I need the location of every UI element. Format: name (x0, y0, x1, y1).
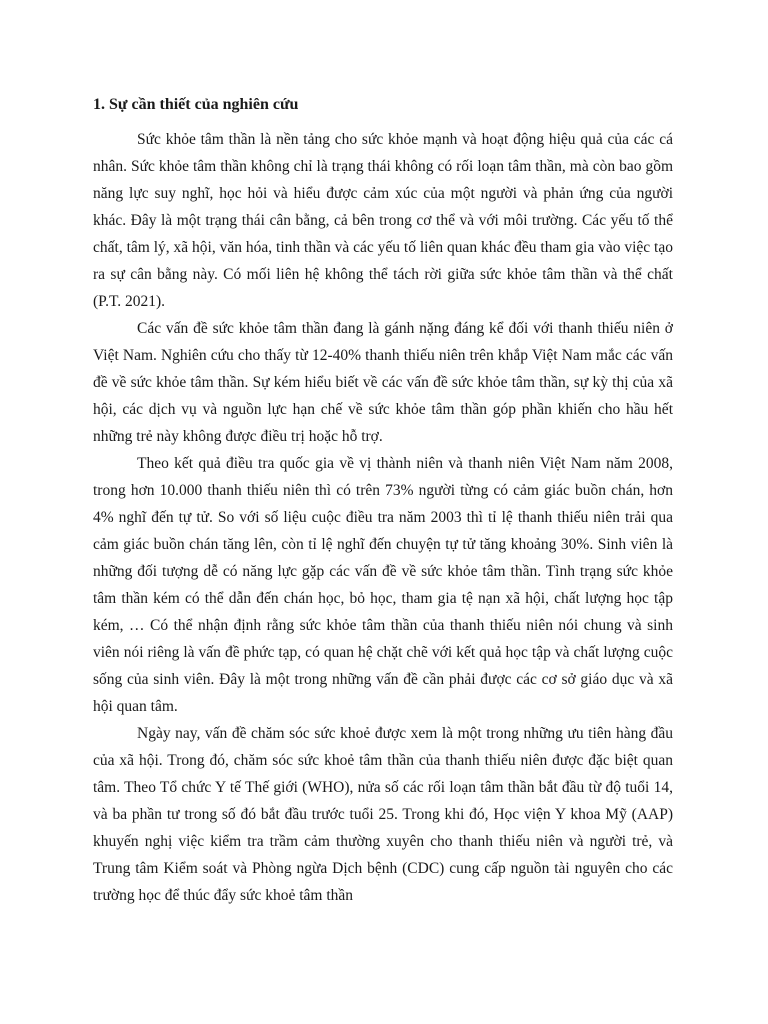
section-heading: 1. Sự cần thiết của nghiên cứu (93, 96, 299, 113)
paragraph-3: Theo kết quả điều tra quốc gia về vị thành niên và thanh niên Việt Nam năm 2008, trong hơn 10.000 thanh thiếu niên thì có trên 73% người từng có cảm giác buồn chán, hơn 4% nghĩ đến tự tử. So với số liệu cuộc điều tra năm 2003 thì tỉ lệ thanh thiếu niên trải qua cảm giác buồn chán tăng lên, còn tỉ lệ nghĩ đến chuyện tự tử tăng khoảng 30%. Sinh viên là những đối tượng dễ có năng lực gặp các vấn đề về sức khỏe tâm thần. Tình trạng sức khỏe tâm thần kém có thể dẫn đến chán học, bỏ học, tham gia tệ nạn xã hội, chất lượng học tập kém, … Có thể nhận định rằng sức khỏe tâm thần của thanh thiếu niên nói chung và sinh viên nói riêng là vấn đề phức tạp, có quan hệ chặt chẽ với kết quả học tập và chất lượng cuộc sống của sinh viên. Đây là một trong những vấn đề cần phải được các cơ sở giáo dục và xã hội quan tâm. (93, 455, 673, 715)
paragraph-2: Các vấn đề sức khỏe tâm thần đang là gánh nặng đáng kể đối với thanh thiếu niên ở Việt Nam. Nghiên cứu cho thấy từ 12-40% thanh thiếu niên trên khắp Việt Nam mắc các vấn đề về sức khỏe tâm thần. Sự kém hiểu biết về các vấn đề sức khỏe tâm thần, sự kỳ thị của xã hội, các dịch vụ và nguồn lực hạn chế về sức khỏe tâm thần góp phần khiến cho hầu hết những trẻ này không được điều trị hoặc hỗ trợ. (93, 320, 673, 445)
paragraph-4: Ngày nay, vấn đề chăm sóc sức khoẻ được xem là một trong những ưu tiên hàng đầu của xã hội. Trong đó, chăm sóc sức khoẻ tâm thần của thanh thiếu niên được đặc biệt quan tâm. Theo Tổ chức Y tế Thế giới (WHO), nửa số các rối loạn tâm thần bắt đầu từ độ tuổi 14, và ba phần tư trong số đó bắt đầu trước tuổi 25. Trong khi đó, Học viện Y khoa Mỹ (AAP) khuyến nghị việc kiểm tra trầm cảm thường xuyên cho thanh thiếu niên và người trẻ, và Trung tâm Kiểm soát và Phòng ngừa Dịch bệnh (CDC) cung cấp nguồn tài nguyên cho các trường học để thúc đẩy sức khoẻ tâm thần (93, 725, 673, 904)
body-text (93, 126, 673, 909)
paragraph-1: Sức khỏe tâm thần là nền tảng cho sức khỏe mạnh và hoạt động hiệu quả của các cá nhân. Sức khỏe tâm thần không chỉ là trạng thái không có rối loạn tâm thần, mà còn bao gồm năng lực suy nghĩ, học hỏi và hiểu được cảm xúc của một người và phản ứng của người khác. Đây là một trạng thái cân bằng, cả bên trong cơ thể và với môi trường. Các yếu tố thể chất, tâm lý, xã hội, văn hóa, tinh thần và các yếu tố liên quan khác đều tham gia vào việc tạo ra sự cân bằng này. Có mối liên hệ không thể tách rời giữa sức khỏe tâm thần và thể chất (P.T. 2021). (93, 131, 673, 310)
